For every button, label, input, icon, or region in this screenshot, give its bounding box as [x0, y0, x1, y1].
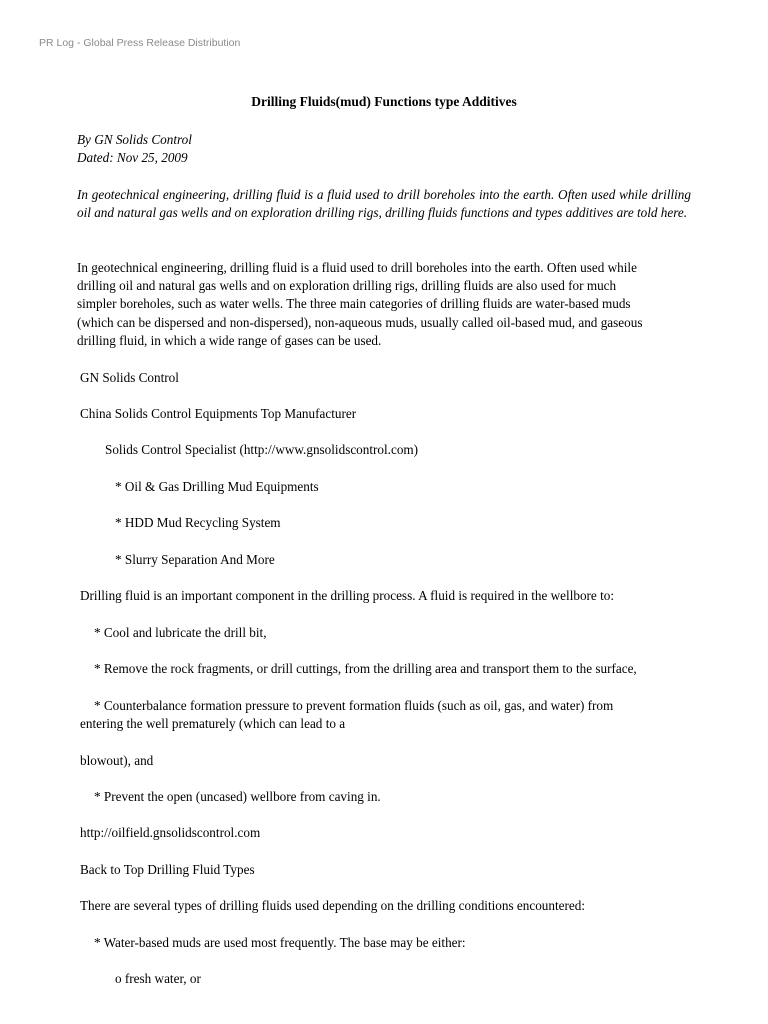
fluid-type-item: * Water-based muds are used most frequently. The base may be either:	[94, 935, 466, 950]
types-intro: There are several types of drilling fluids used depending on the drilling conditions encountered:	[80, 898, 586, 913]
function-item: * Counterbalance formation pressure to prevent formation fluids (such as oil, gas, and water) from	[94, 698, 614, 713]
back-to-top-heading: Back to Top Drilling Fluid Types	[80, 862, 255, 877]
product-item: * Slurry Separation And More	[115, 552, 275, 567]
specialist-line: Solids Control Specialist (http://www.gnsolidscontrol.com)	[105, 442, 419, 457]
function-item-continued: blowout), and	[80, 753, 154, 768]
function-item: * Cool and lubricate the drill bit,	[94, 625, 267, 640]
function-item: * Remove the rock fragments, or drill cuttings, from the drilling area and transport them to the surface,	[94, 661, 637, 676]
importance-paragraph: Drilling fluid is an important component in the drilling process. A fluid is required in the wellbore to:	[80, 588, 615, 603]
intro-line: drilling oil and natural gas wells and on exploration drilling rigs, drilling fluids are also used for much	[77, 278, 617, 294]
intro-line: (which can be dispersed and non-dispersed), non-aqueous muds, usually called oil-based mud, and gaseous	[77, 314, 643, 330]
function-item: * Prevent the open (uncased) wellbore from caving in.	[94, 789, 381, 804]
article-abstract: In geotechnical engineering, drilling fluid is a fluid used to drill boreholes into the earth. Often used while drilling oil and natural gas wells and on exploration drilling rigs, drilling fluids functions and types additives are told here.	[77, 187, 691, 221]
function-item-continued: entering the well prematurely (which can lead to a	[80, 716, 346, 731]
intro-line: drilling fluid, in which a wide range of gases can be used.	[77, 332, 382, 348]
date-line: Dated: Nov 25, 2009	[77, 150, 188, 165]
byline: By GN Solids Control	[77, 132, 192, 147]
product-item: * HDD Mud Recycling System	[115, 515, 281, 530]
intro-line: In geotechnical engineering, drilling fluid is a fluid used to drill boreholes into the earth. Often used while	[77, 260, 637, 275]
product-item: * Oil & Gas Drilling Mud Equipments	[115, 479, 319, 494]
oilfield-link[interactable]: http://oilfield.gnsolidscontrol.com	[80, 825, 261, 840]
company-name: GN Solids Control	[80, 370, 179, 385]
fluid-subtype-item: o fresh water, or	[115, 971, 201, 986]
source-header: PR Log - Global Press Release Distribution	[39, 37, 241, 49]
intro-line: simpler boreholes, such as water wells. The three main categories of drilling fluids are water-based muds	[77, 296, 631, 312]
article-title: Drilling Fluids(mud) Functions type Additives	[251, 94, 517, 109]
company-tagline: China Solids Control Equipments Top Manufacturer	[80, 406, 357, 421]
intro-paragraph	[77, 259, 697, 350]
